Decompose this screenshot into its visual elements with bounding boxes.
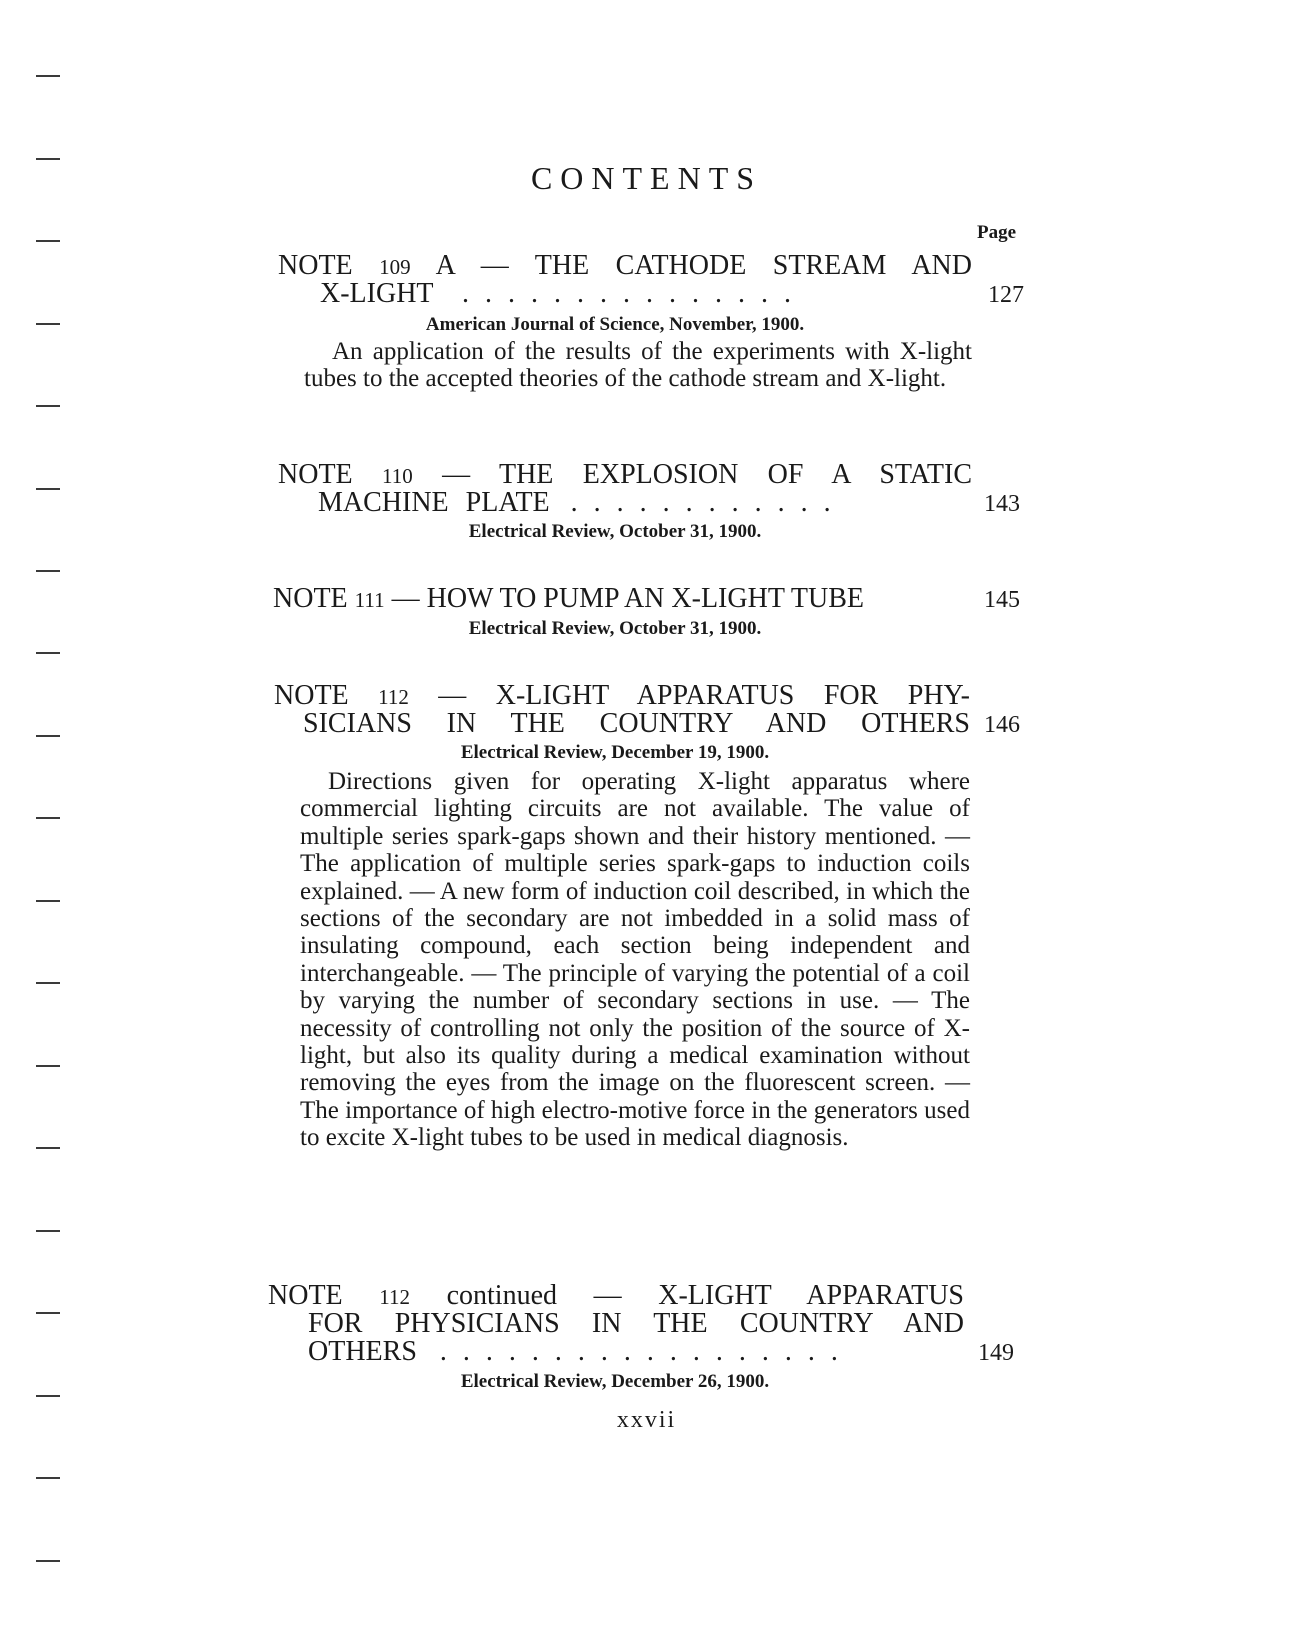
note-number: 112 bbox=[378, 685, 409, 709]
entry-title-continued: MACHINE PLATE ............ bbox=[318, 487, 847, 518]
margin-tick bbox=[36, 1065, 60, 1067]
margin-tick bbox=[36, 240, 60, 242]
margin-tick bbox=[36, 1230, 60, 1232]
entry-title-continued: OTHERS .................. bbox=[308, 1336, 854, 1367]
entry-title: NOTE 111 — HOW TO PUMP AN X-LIGHT TUBE bbox=[273, 583, 865, 614]
entry-title: NOTE 112 continued — X-LIGHT APPARATUS bbox=[268, 1280, 964, 1311]
entry-summary: An application of the results of the experiments with X-light tubes to the accepted theories of the cathode stream and X-light. bbox=[304, 338, 972, 393]
leader-dots: ............ bbox=[570, 487, 847, 518]
note-number: 110 bbox=[382, 464, 413, 488]
margin-tick bbox=[36, 405, 60, 407]
page-number: 127 bbox=[988, 282, 1024, 308]
entry-title-continued: X-LIGHT ............... bbox=[320, 278, 808, 309]
note-number: 112 bbox=[379, 1285, 410, 1309]
source-citation: Electrical Review, December 19, 1900. bbox=[460, 742, 770, 763]
source-citation: Electrical Review, October 31, 1900. bbox=[468, 618, 762, 639]
entry-title: NOTE 112 — X-LIGHT APPARATUS FOR PHY- bbox=[274, 680, 970, 711]
margin-tick-marks bbox=[36, 0, 66, 1652]
margin-tick bbox=[36, 1477, 60, 1479]
source-citation: Electrical Review, October 31, 1900. bbox=[468, 521, 762, 542]
entry-title-continued: SICIANS IN THE COUNTRY AND OTHERS bbox=[303, 708, 970, 739]
entry-summary: Directions given for operating X-light apparatus where commercial lighting circuits are not available. The value of multiple series spark-gaps shown and their history mentioned. — The application of multiple series spark-gaps to induction coils explained. — A new form of induction coil described, in which the sections of the secondary are not imbedded in a solid mass of insulating compound, each section being independent and interchangeable. — The principle of varying the potential of a coil by varying the number of secondary sections in use. — The necessity of controlling not only the position of the source of X-light, but also its quality during a medical examination without removing the eyes from the image on the fluorescent screen. — The importance of high electro-motive force in the generators used to excite X-light tubes to be used in medical diagnosis. bbox=[300, 768, 970, 1152]
margin-tick bbox=[36, 982, 60, 984]
margin-tick bbox=[36, 323, 60, 325]
source-citation: Electrical Review, December 26, 1900. bbox=[460, 1371, 770, 1392]
margin-tick bbox=[36, 75, 60, 77]
leader-dots: ............... bbox=[462, 278, 808, 309]
entry-title: NOTE 110 — THE EXPLOSION OF A STATIC bbox=[278, 459, 972, 490]
margin-tick bbox=[36, 735, 60, 737]
page-number: 146 bbox=[984, 712, 1020, 738]
margin-tick bbox=[36, 817, 60, 819]
page-number: 143 bbox=[984, 491, 1020, 517]
page-heading: CONTENTS bbox=[530, 160, 763, 196]
margin-tick bbox=[36, 652, 60, 654]
entry-title: NOTE 109 A — THE CATHODE STREAM AND bbox=[278, 250, 972, 281]
page-folio: xxvii bbox=[616, 1407, 677, 1433]
margin-tick bbox=[36, 1395, 60, 1397]
margin-tick bbox=[36, 1560, 60, 1562]
margin-tick bbox=[36, 570, 60, 572]
note-number: 111 bbox=[354, 588, 385, 612]
page-number: 149 bbox=[978, 1340, 1014, 1366]
note-number: 109 bbox=[379, 255, 411, 279]
leader-dots: .................. bbox=[439, 1336, 854, 1367]
margin-tick bbox=[36, 1147, 60, 1149]
margin-tick bbox=[36, 1312, 60, 1314]
source-citation: American Journal of Science, November, 1900. bbox=[425, 314, 805, 335]
margin-tick bbox=[36, 488, 60, 490]
margin-tick bbox=[36, 900, 60, 902]
page-column-label: Page bbox=[977, 222, 1017, 243]
page-number: 145 bbox=[984, 587, 1020, 613]
entry-title-continued: FOR PHYSICIANS IN THE COUNTRY AND bbox=[308, 1308, 964, 1339]
